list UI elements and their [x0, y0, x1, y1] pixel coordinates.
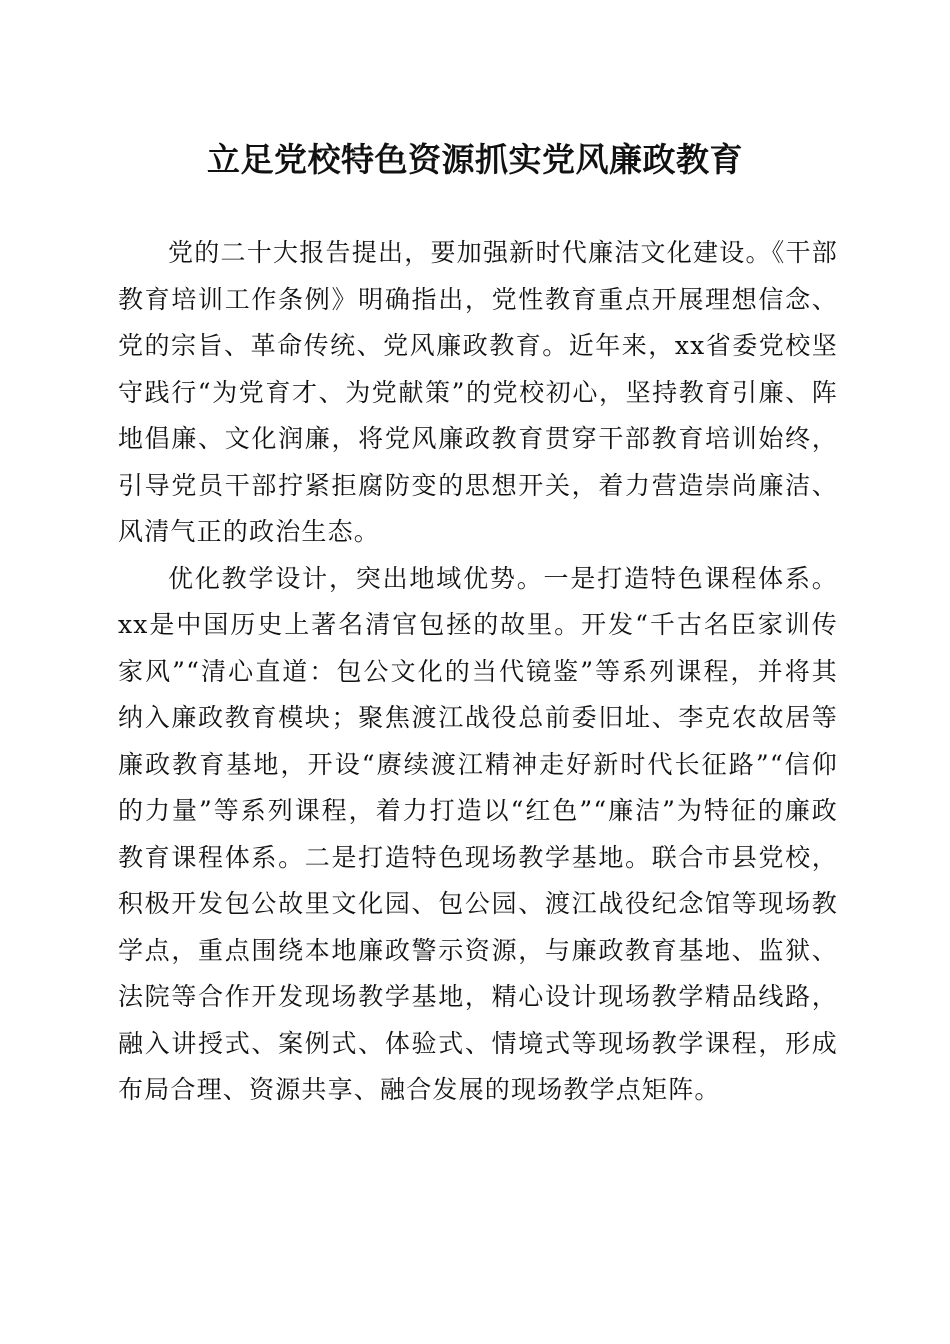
paragraph-1: 党的二十大报告提出，要加强新时代廉洁文化建设。《干部教育培训工作条例》明确指出，党性教育重点开展理想信念、党的宗旨、革命传统、党风廉政教育。近年来，xx省委党校坚守践行“为党育才、为党献策”的党校初心，坚持教育引廉、阵地倡廉、文化润廉，将党风廉政教育贯穿干部教育培训始终，引导党员干部拧紧拒腐防变的思想开关，着力营造崇尚廉洁、风清气正的政治生态。: [118, 238, 838, 546]
document-body: [118, 230, 838, 1114]
document-title: 立足党校特色资源抓实党风廉政教育: [207, 140, 743, 179]
paragraph-2: 优化教学设计，突出地域优势。一是打造特色课程体系。xx是中国历史上著名清官包拯的故里。开发“千古名臣家训传家风”“清心直道：包公文化的当代镜鉴”等系列课程，并将其纳入廉政教育模块；聚焦渡江战役总前委旧址、李克农故居等廉政教育基地，开设“赓续渡江精神走好新时代长征路”“信仰的力量”等系列课程，着力打造以“红色”“廉洁”为特征的廉政教育课程体系。二是打造特色现场教学基地。联合市县党校，积极开发包公故里文化园、包公园、渡江战役纪念馆等现场教学点，重点围绕本地廉政警示资源，与廉政教育基地、监狱、法院等合作开发现场教学基地，精心设计现场教学精品线路，融入讲授式、案例式、体验式、情境式等现场教学课程，形成布局合理、资源共享、融合发展的现场教学点矩阵。: [118, 563, 838, 1104]
